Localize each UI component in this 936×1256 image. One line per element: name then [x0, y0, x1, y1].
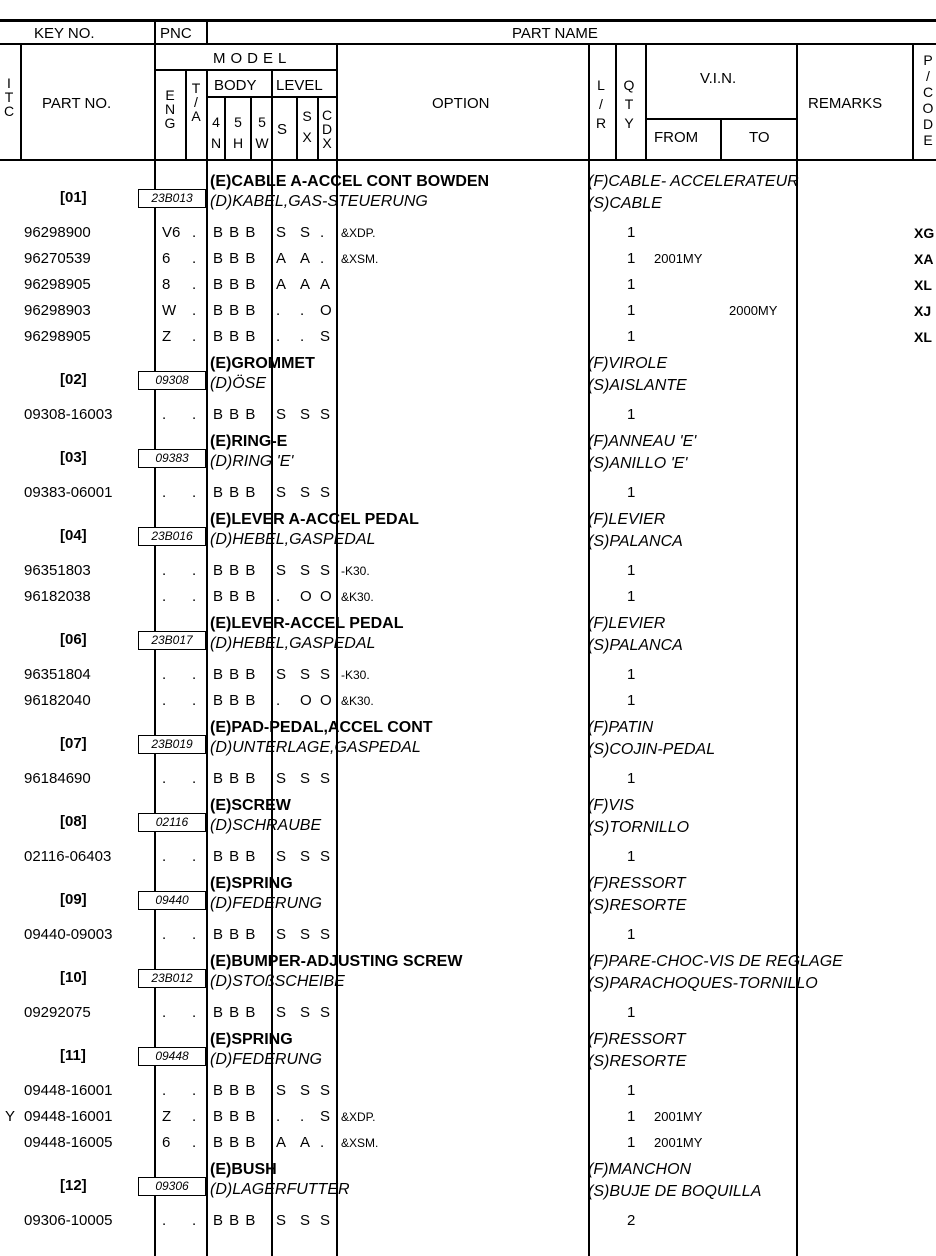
- vline-pnc: [206, 21, 208, 44]
- part-name-spanish: (S)TORNILLO: [588, 819, 690, 836]
- transaxle-code: .: [192, 328, 197, 345]
- level-code-cdx: O: [320, 692, 332, 709]
- body-codes: B B B: [213, 1212, 257, 1229]
- part-name-spanish: (S)COJIN-PEDAL: [588, 741, 716, 758]
- header-itc: I T C: [3, 75, 15, 119]
- part-number[interactable]: 09448-16005: [24, 1134, 113, 1151]
- part-name-german: (D)UNTERLAGE,GASPEDAL: [210, 739, 421, 756]
- header-to: TO: [749, 129, 770, 146]
- level-code-s: A: [276, 250, 287, 267]
- header-s: S: [277, 121, 288, 138]
- header-lr: L / R: [595, 77, 607, 131]
- transaxle-code: .: [192, 848, 197, 865]
- level-code-sx: S: [300, 406, 311, 423]
- vin-to: 2000MY: [729, 303, 778, 318]
- vline-remarks: [796, 43, 798, 160]
- part-name-english: (E)PAD-PEDAL,ACCEL CONT: [210, 719, 433, 736]
- vin-from: 2001MY: [654, 1135, 703, 1150]
- vline-to: [720, 118, 722, 160]
- engine-code: V6: [162, 224, 181, 241]
- quantity: 1: [627, 1108, 636, 1125]
- engine-code: Z: [162, 328, 172, 345]
- level-code-sx: .: [300, 1108, 305, 1125]
- level-code-sx: S: [300, 484, 311, 501]
- body-codes: B B B: [213, 848, 257, 865]
- option-code: &XSM.: [341, 1136, 379, 1150]
- level-code-sx: .: [300, 302, 305, 319]
- header-part-name: PART NAME: [512, 25, 598, 42]
- header-body: BODY: [214, 77, 257, 94]
- transaxle-code: .: [192, 276, 197, 293]
- engine-code: .: [162, 926, 167, 943]
- option-code: -K30.: [341, 564, 370, 578]
- level-code-cdx: S: [320, 484, 331, 501]
- engine-code: Z: [162, 1108, 172, 1125]
- part-name-french: (F)PATIN: [588, 719, 654, 736]
- transaxle-code: .: [192, 666, 197, 683]
- body-codes: B B B: [213, 588, 257, 605]
- body-vline-keyno: [154, 160, 156, 1256]
- part-number[interactable]: 09440-09003: [24, 926, 113, 943]
- level-code-cdx: S: [320, 562, 331, 579]
- pnc-code-box: 09448: [138, 1047, 206, 1066]
- body-vline-option: [336, 160, 338, 1256]
- transaxle-code: .: [192, 406, 197, 423]
- part-name-english: (E)GROMMET: [210, 355, 315, 372]
- level-code-cdx: S: [320, 1108, 331, 1125]
- quantity: 1: [627, 328, 636, 345]
- level-code-sx: .: [300, 328, 305, 345]
- part-number[interactable]: 02116-06403: [24, 848, 112, 865]
- quantity: 1: [627, 926, 636, 943]
- p-code: XJ: [914, 303, 932, 319]
- part-number[interactable]: 09308-16003: [24, 406, 113, 423]
- transaxle-code: .: [192, 562, 197, 579]
- part-name-french: (F)PARE-CHOC-VIS DE REGLAGE: [588, 953, 843, 970]
- level-code-cdx: A: [320, 276, 331, 293]
- transaxle-code: .: [192, 926, 197, 943]
- level-code-s: S: [276, 1082, 287, 1099]
- pnc-code-box: 02116: [138, 813, 206, 832]
- quantity: 1: [627, 1134, 636, 1151]
- key-number: [02]: [60, 371, 87, 388]
- body-codes: B B B: [213, 1082, 257, 1099]
- part-name-german: (D)STOßSCHEIBE: [210, 973, 345, 990]
- transaxle-code: .: [192, 588, 197, 605]
- level-code-cdx: S: [320, 666, 331, 683]
- option-code: &K30.: [341, 590, 374, 604]
- level-code-sx: A: [300, 1134, 311, 1151]
- vin-from: 2001MY: [654, 251, 703, 266]
- key-number: [03]: [60, 449, 87, 466]
- quantity: 1: [627, 666, 636, 683]
- part-number[interactable]: 09448-16001: [24, 1108, 113, 1125]
- body-codes: B B B: [213, 926, 257, 943]
- transaxle-code: .: [192, 1004, 197, 1021]
- option-code: &XDP.: [341, 226, 376, 240]
- level-code-cdx: .: [320, 1134, 325, 1151]
- vline-body-5: [250, 96, 252, 160]
- body-vline-remarks: [796, 160, 798, 1256]
- part-name-german: (D)LAGERFUTTER: [210, 1181, 350, 1198]
- part-number[interactable]: 09448-16001: [24, 1082, 113, 1099]
- key-number: [07]: [60, 735, 87, 752]
- part-number[interactable]: 09306-10005: [24, 1212, 113, 1229]
- part-number[interactable]: 96298905: [24, 328, 91, 345]
- quantity: 1: [627, 250, 636, 267]
- header-pcode: P / C O D E: [922, 52, 934, 148]
- key-number: [12]: [60, 1177, 87, 1194]
- header-part-no: PART NO.: [42, 95, 112, 112]
- level-code-cdx: .: [320, 250, 325, 267]
- part-name-spanish: (S)PALANCA: [588, 637, 683, 654]
- level-code-s: A: [276, 1134, 287, 1151]
- body-codes: B B B: [213, 1108, 257, 1125]
- quantity: 1: [627, 302, 636, 319]
- pnc-code-box: 09308: [138, 371, 206, 390]
- part-number[interactable]: 96182040: [24, 692, 91, 709]
- part-name-french: (F)VIROLE: [588, 355, 668, 372]
- level-code-cdx: S: [320, 1082, 331, 1099]
- body-vline-body: [206, 160, 208, 1256]
- level-code-cdx: S: [320, 406, 331, 423]
- vline-pcode: [912, 43, 914, 160]
- quantity: 1: [627, 1004, 636, 1021]
- engine-code: .: [162, 588, 167, 605]
- pnc-code-box: 23B013: [138, 189, 206, 208]
- part-number[interactable]: 96184690: [24, 770, 91, 787]
- header-rule-model: [154, 69, 336, 71]
- level-code-cdx: S: [320, 328, 331, 345]
- level-code-sx: S: [300, 666, 311, 683]
- level-code-s: A: [276, 276, 287, 293]
- level-code-s: S: [276, 848, 287, 865]
- level-code-cdx: .: [320, 224, 325, 241]
- part-name-german: (D)HEBEL,GASPEDAL: [210, 531, 376, 548]
- item-change-code: Y: [5, 1108, 16, 1125]
- quantity: 1: [627, 692, 636, 709]
- level-code-sx: S: [300, 770, 311, 787]
- pnc-code-box: 23B016: [138, 527, 206, 546]
- vline-level: [271, 69, 273, 160]
- level-code-sx: A: [300, 276, 311, 293]
- part-number[interactable]: 96351804: [24, 666, 91, 683]
- part-number[interactable]: 96298905: [24, 276, 91, 293]
- transaxle-code: .: [192, 302, 197, 319]
- body-codes: B B B: [213, 328, 257, 345]
- quantity: 1: [627, 562, 636, 579]
- key-number: [11]: [60, 1047, 86, 1064]
- level-code-s: .: [276, 588, 281, 605]
- part-name-french: (F)LEVIER: [588, 511, 666, 528]
- level-code-s: S: [276, 484, 287, 501]
- part-number[interactable]: 09292075: [24, 1004, 91, 1021]
- header-body-5h: 5 H: [232, 114, 244, 151]
- transaxle-code: .: [192, 1134, 197, 1151]
- part-name-english: (E)RING-E: [210, 433, 288, 450]
- body-codes: B B B: [213, 770, 257, 787]
- part-name-french: (F)RESSORT: [588, 875, 686, 892]
- vline-itc: [20, 43, 22, 160]
- engine-code: .: [162, 770, 167, 787]
- level-code-s: .: [276, 1108, 281, 1125]
- engine-code: .: [162, 1212, 167, 1229]
- part-number[interactable]: 09383-06001: [24, 484, 113, 501]
- level-code-sx: A: [300, 250, 311, 267]
- part-name-english: (E)LEVER-ACCEL PEDAL: [210, 615, 404, 632]
- part-name-german: (D)HEBEL,GASPEDAL: [210, 635, 376, 652]
- level-code-s: S: [276, 666, 287, 683]
- level-code-sx: S: [300, 1082, 311, 1099]
- part-name-german: (D)ÖSE: [210, 375, 266, 392]
- pnc-code-box: 23B017: [138, 631, 206, 650]
- level-code-s: S: [276, 1212, 287, 1229]
- part-name-french: (F)ANNEAU 'E': [588, 433, 697, 450]
- option-code: -K30.: [341, 668, 370, 682]
- body-codes: B B B: [213, 1004, 257, 1021]
- level-code-s: S: [276, 406, 287, 423]
- part-name-spanish: (S)RESORTE: [588, 897, 687, 914]
- part-name-spanish: (S)PALANCA: [588, 533, 683, 550]
- body-codes: B B B: [213, 666, 257, 683]
- level-code-sx: S: [300, 224, 311, 241]
- key-number: [06]: [60, 631, 87, 648]
- p-code: XL: [914, 277, 932, 293]
- body-codes: B B B: [213, 406, 257, 423]
- engine-code: .: [162, 666, 167, 683]
- header-from: FROM: [654, 129, 699, 146]
- engine-code: W: [162, 302, 177, 319]
- header-option: OPTION: [432, 95, 490, 112]
- quantity: 1: [627, 406, 636, 423]
- level-code-cdx: S: [320, 770, 331, 787]
- part-name-english: (E)SPRING: [210, 1031, 293, 1048]
- vline-s: [296, 96, 298, 160]
- level-code-sx: O: [300, 588, 312, 605]
- vline-lr: [588, 43, 590, 160]
- level-code-sx: S: [300, 848, 311, 865]
- part-name-french: (F)LEVIER: [588, 615, 666, 632]
- header-ta: T / A: [191, 80, 201, 124]
- part-number[interactable]: 96298903: [24, 302, 91, 319]
- transaxle-code: .: [192, 692, 197, 709]
- body-vline-level: [271, 160, 273, 1256]
- engine-code: .: [162, 1004, 167, 1021]
- header-remarks: REMARKS: [808, 95, 883, 112]
- key-number: [09]: [60, 891, 87, 908]
- transaxle-code: .: [192, 484, 197, 501]
- part-name-english: (E)SCREW: [210, 797, 291, 814]
- header-body-4n: 4 N: [210, 114, 222, 151]
- quantity: 1: [627, 276, 636, 293]
- transaxle-code: .: [192, 770, 197, 787]
- pnc-code-box: 09440: [138, 891, 206, 910]
- level-code-s: S: [276, 770, 287, 787]
- transaxle-code: .: [192, 1082, 197, 1099]
- header-qty: Q T Y: [623, 77, 635, 131]
- transaxle-code: .: [192, 1212, 197, 1229]
- body-codes: B B B: [213, 1134, 257, 1151]
- option-code: &K30.: [341, 694, 374, 708]
- part-name-spanish: (S)PARACHOQUES-TORNILLO: [588, 975, 818, 992]
- header-vin: V.I.N.: [700, 70, 737, 87]
- transaxle-code: .: [192, 250, 197, 267]
- part-name-spanish: (S)AISLANTE: [588, 377, 687, 394]
- level-code-s: S: [276, 224, 287, 241]
- quantity: 1: [627, 848, 636, 865]
- part-name-german: (D)FEDERUNG: [210, 1051, 322, 1068]
- engine-code: .: [162, 406, 167, 423]
- level-code-sx: S: [300, 926, 311, 943]
- engine-code: .: [162, 562, 167, 579]
- part-name-french: (F)RESSORT: [588, 1031, 686, 1048]
- quantity: 1: [627, 224, 636, 241]
- part-name-french: (F)CABLE- ACCELERATEUR: [588, 173, 799, 190]
- part-number[interactable]: 96182038: [24, 588, 91, 605]
- vline-keyno: [154, 21, 156, 160]
- p-code: XL: [914, 329, 932, 345]
- engine-code: .: [162, 484, 167, 501]
- header-pnc: PNC: [160, 25, 192, 42]
- option-code: &XDP.: [341, 1110, 376, 1124]
- pnc-code-box: 23B012: [138, 969, 206, 988]
- level-code-cdx: S: [320, 1212, 331, 1229]
- vline-eng: [185, 69, 187, 160]
- header-sx: S X: [302, 108, 312, 145]
- part-name-spanish: (S)RESORTE: [588, 1053, 687, 1070]
- part-name-english: (E)LEVER A-ACCEL PEDAL: [210, 511, 419, 528]
- body-codes: B B B: [213, 484, 257, 501]
- level-code-cdx: S: [320, 926, 331, 943]
- key-number: [01]: [60, 189, 87, 206]
- body-vline-lr: [588, 160, 590, 1256]
- body-codes: B B B: [213, 250, 257, 267]
- level-code-sx: S: [300, 1004, 311, 1021]
- transaxle-code: .: [192, 1108, 197, 1125]
- key-number: [04]: [60, 527, 87, 544]
- level-code-sx: S: [300, 562, 311, 579]
- part-number[interactable]: 96270539: [24, 250, 91, 267]
- header-level: LEVEL: [276, 77, 323, 94]
- key-number: [10]: [60, 969, 87, 986]
- vline-option: [336, 43, 338, 160]
- body-codes: B B B: [213, 562, 257, 579]
- quantity: 1: [627, 588, 636, 605]
- vline-qty: [615, 43, 617, 160]
- part-name-spanish: (S)CABLE: [588, 195, 662, 212]
- level-code-sx: S: [300, 1212, 311, 1229]
- part-name-english: (E)SPRING: [210, 875, 293, 892]
- option-code: &XSM.: [341, 252, 379, 266]
- part-name-english: (E)BUSH: [210, 1161, 277, 1178]
- level-code-s: S: [276, 562, 287, 579]
- part-name-french: (F)MANCHON: [588, 1161, 692, 1178]
- body-codes: B B B: [213, 302, 257, 319]
- engine-code: 8: [162, 276, 171, 293]
- level-code-cdx: O: [320, 302, 332, 319]
- engine-code: .: [162, 692, 167, 709]
- level-code-cdx: S: [320, 1004, 331, 1021]
- vin-from: 2001MY: [654, 1109, 703, 1124]
- header-cdx: C D X: [321, 107, 333, 151]
- level-code-sx: O: [300, 692, 312, 709]
- part-name-english: (E)CABLE A-ACCEL CONT BOWDEN: [210, 173, 490, 190]
- quantity: 1: [627, 1082, 636, 1099]
- level-code-s: S: [276, 1004, 287, 1021]
- part-name-german: (D)SCHRAUBE: [210, 817, 322, 834]
- top-rule: [0, 19, 936, 22]
- header-key-no: KEY NO.: [34, 25, 95, 42]
- part-name-german: (D)RING 'E': [210, 453, 294, 470]
- engine-code: .: [162, 1082, 167, 1099]
- quantity: 1: [627, 770, 636, 787]
- engine-code: 6: [162, 1134, 171, 1151]
- level-code-cdx: S: [320, 848, 331, 865]
- part-name-spanish: (S)BUJE DE BOQUILLA: [588, 1183, 762, 1200]
- level-code-s: .: [276, 328, 281, 345]
- header-model: MODEL: [213, 50, 292, 67]
- pnc-code-box: 09306: [138, 1177, 206, 1196]
- part-number[interactable]: 96298900: [24, 224, 91, 241]
- part-name-german: (D)KABEL,GAS-STEUERUNG: [210, 193, 428, 210]
- level-code-s: S: [276, 926, 287, 943]
- body-codes: B B B: [213, 224, 257, 241]
- part-name-english: (E)BUMPER-ADJUSTING SCREW: [210, 953, 463, 970]
- part-number[interactable]: 96351803: [24, 562, 91, 579]
- part-name-spanish: (S)ANILLO 'E': [588, 455, 688, 472]
- vline-vin: [645, 43, 647, 160]
- level-code-s: .: [276, 302, 281, 319]
- quantity: 2: [627, 1212, 636, 1229]
- vline-body-4: [224, 96, 226, 160]
- pnc-code-box: 09383: [138, 449, 206, 468]
- key-number: [08]: [60, 813, 87, 830]
- level-code-s: .: [276, 692, 281, 709]
- engine-code: .: [162, 848, 167, 865]
- body-codes: B B B: [213, 692, 257, 709]
- p-code: XA: [914, 251, 934, 267]
- part-name-french: (F)VIS: [588, 797, 635, 814]
- level-code-cdx: O: [320, 588, 332, 605]
- body-codes: B B B: [213, 276, 257, 293]
- pnc-code-box: 23B019: [138, 735, 206, 754]
- engine-code: 6: [162, 250, 171, 267]
- p-code: XG: [914, 225, 935, 241]
- header-eng: E N G: [164, 87, 176, 131]
- part-name-german: (D)FEDERUNG: [210, 895, 322, 912]
- quantity: 1: [627, 484, 636, 501]
- header-body-5w: 5 W: [255, 114, 269, 151]
- transaxle-code: .: [192, 224, 197, 241]
